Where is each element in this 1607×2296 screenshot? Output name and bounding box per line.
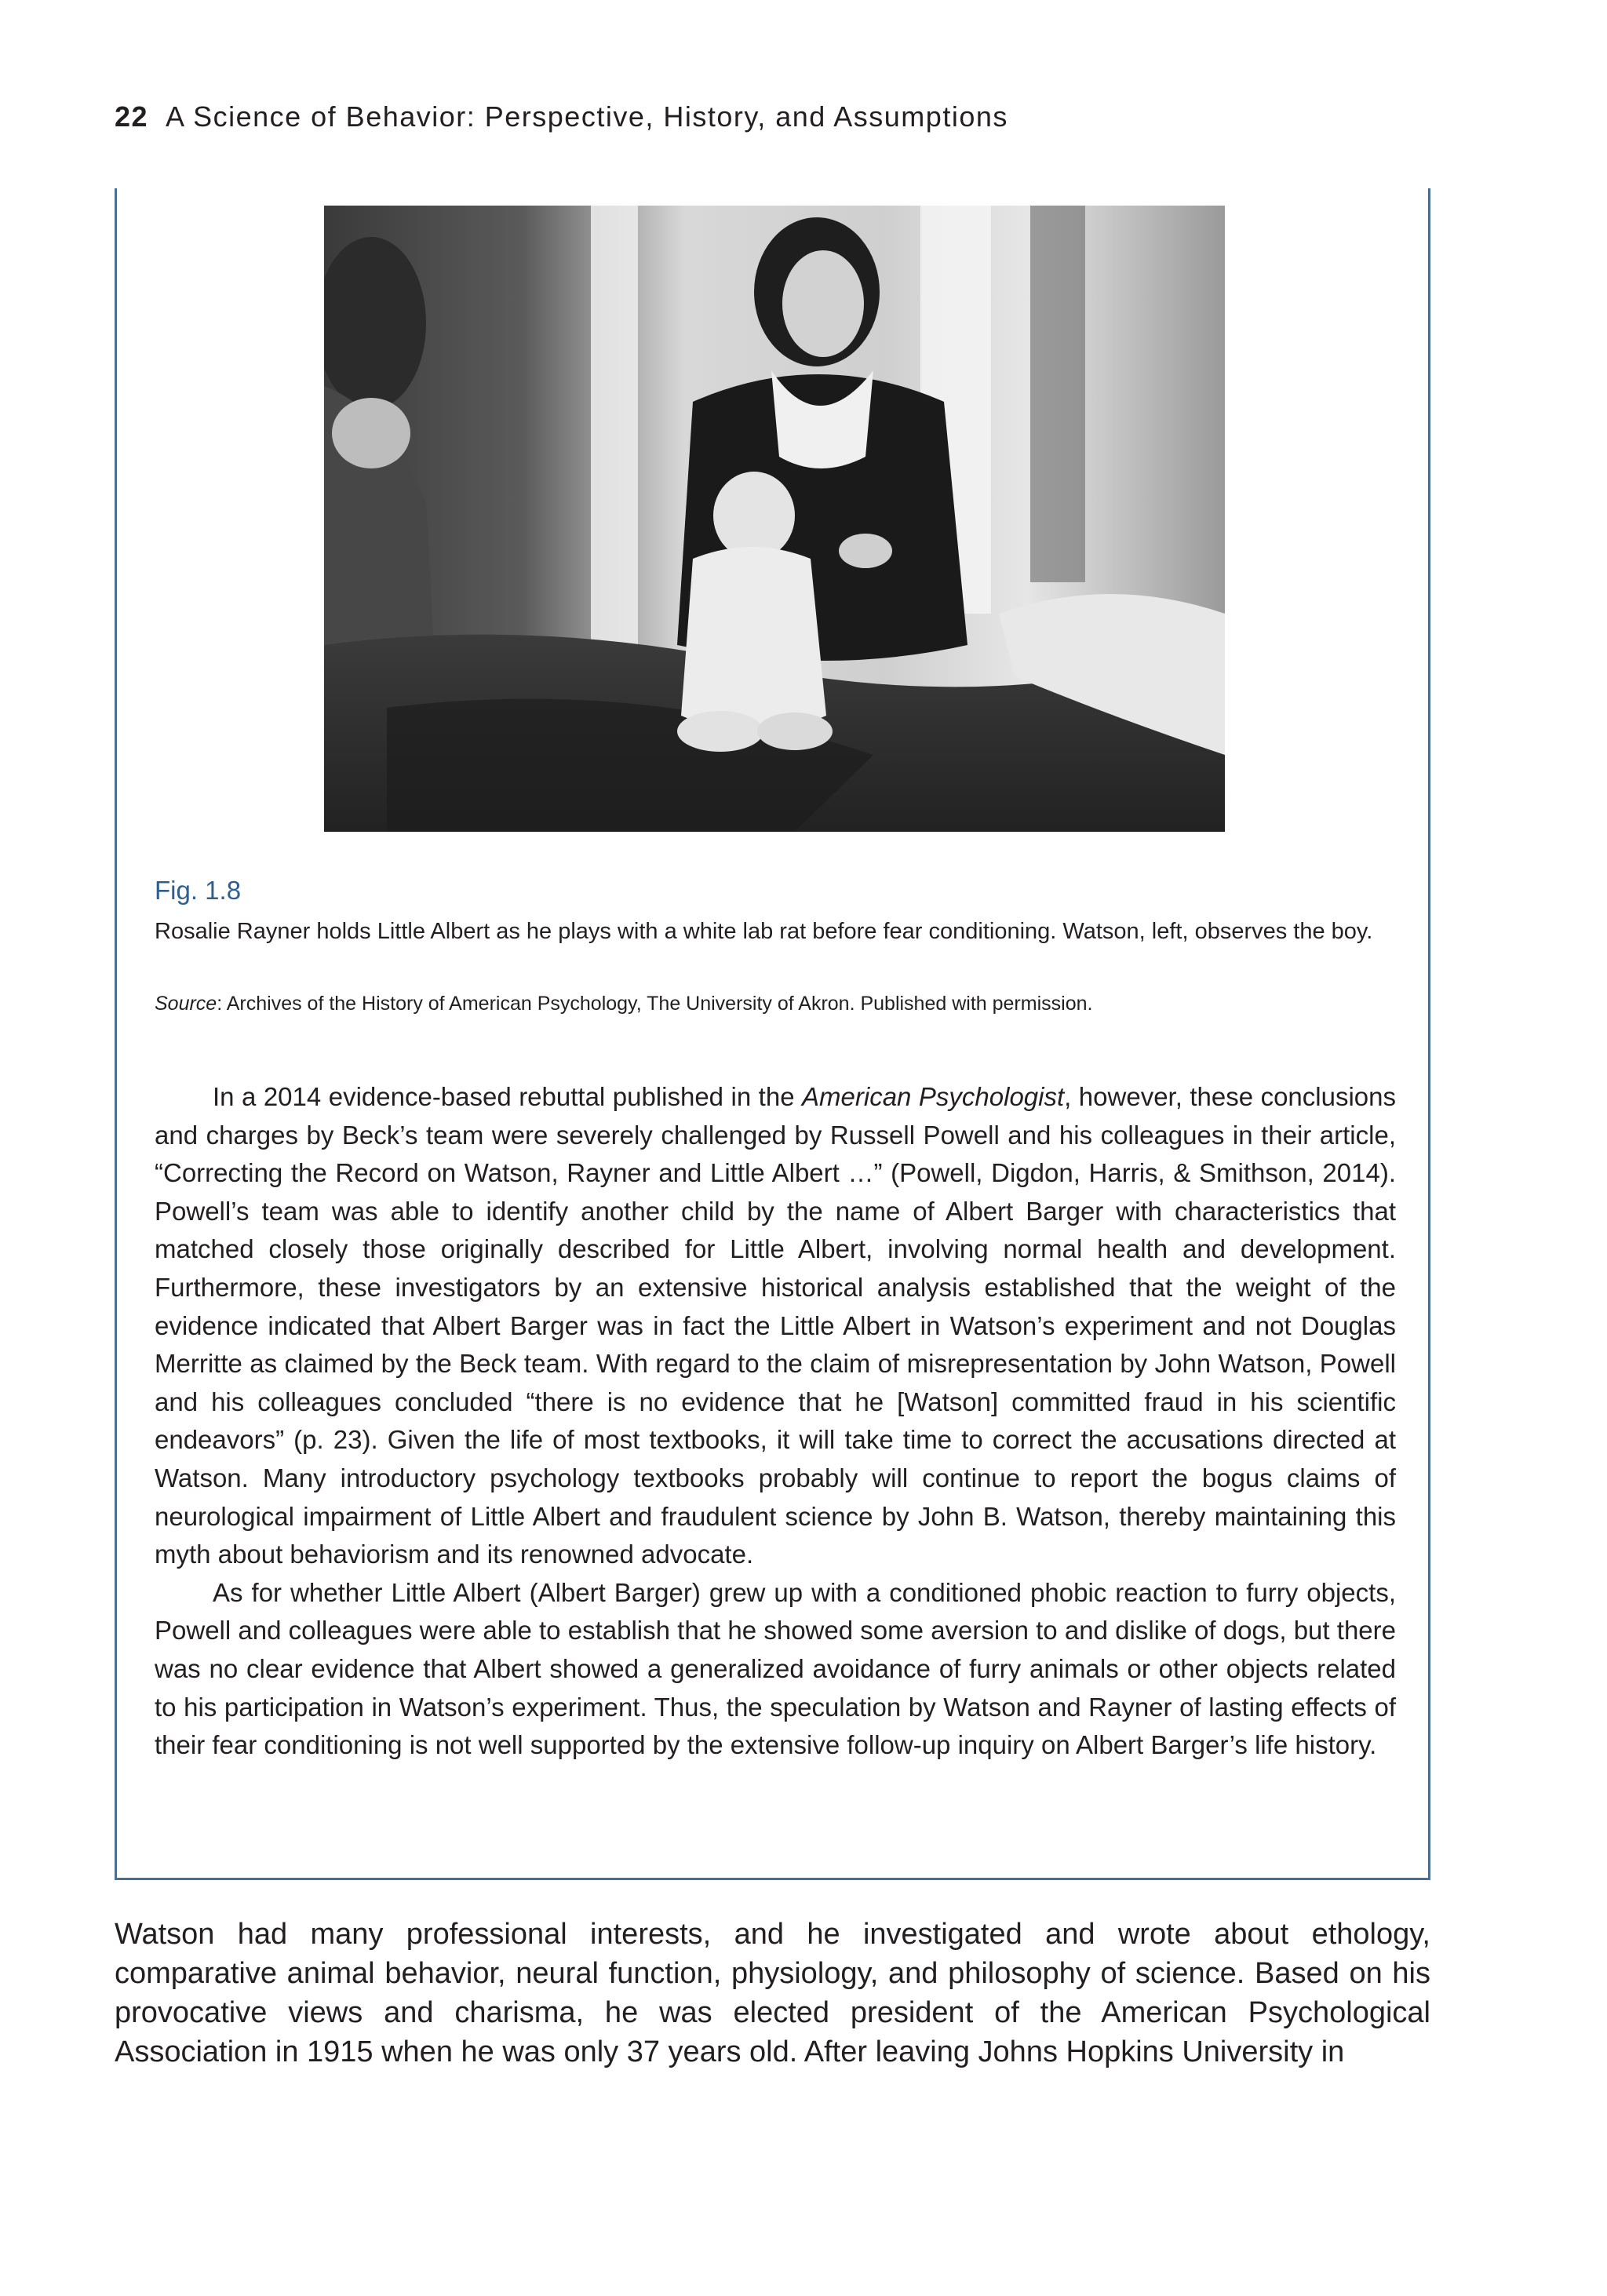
box-paragraph: As for whether Little Albert (Albert Barger) grew up with a conditioned phobic reaction to furry objects, Powell and colleagues were able to establish that he showed some aversion to and dislike of dogs, but there was no clear evidence that Albert showed a generalized avoidance of furry animals or other objects related to his participation in Watson’s experiment. Thus, the speculation by Watson and Rayner of lasting effects of their fear conditioning is not well supported by the extensive follow-up inquiry on Albert Barger’s life history. (155, 1577, 1396, 1760)
figure-caption: Rosalie Rayner holds Little Albert as he plays with a white lab rat before fear conditioning. Watson, left, observes the boy. (155, 919, 1373, 944)
source-label: Source (155, 993, 217, 1015)
boxed-section (115, 188, 1430, 1880)
running-title: A Science of Behavior: Perspective, History, and Assumptions (166, 100, 1008, 133)
historical-photo (324, 206, 1225, 832)
box-paragraph-text: , however, these conclusions and charges by Beck’s team were severely challenged by Russell Powell and his colleagues in their article, “Correcting the Record on Watson, Rayner and Little Albert …” (Powell, Digdon, Harris, & Smithson, 2014). Powell’s team was able to identify another child by the name of Albert Barger with characteristics that matched closely those originally described for Little Albert, involving normal health and development. Furthermore, these investigators by an extensive historical analysis established that the weight of the evidence indicated that Albert Barger was in fact the Little Albert in Watson’s experiment and not Douglas Merritte as claimed by the Beck team. With regard to the claim of misrepresentation by John Watson, Powell and his colleagues concluded “there is no evidence that he [Watson] committed fraud in his scientific endeavors” (p. 23). Given the life of most textbooks, it will take time to correct the accusations directed at Watson. Many introductory psychology textbooks probably will continue to report the bogus claims of neurological impairment of Little Albert and fraudulent science by John B. Watson, thereby maintaining this myth about behaviorism and its renowned advocate. (155, 1082, 1396, 1569)
source-text: : Archives of the History of American Psychology, The University of Akron. Published with permission. (217, 993, 1093, 1015)
running-head (115, 100, 1008, 133)
photo-illustration (324, 206, 1225, 832)
box-paragraph (155, 1078, 1396, 1574)
figure-source (155, 990, 1396, 1017)
box-paragraph-text: In a 2014 evidence-based rebuttal published in the (213, 1082, 803, 1111)
box-text (155, 1078, 1396, 1765)
body-paragraph: Watson had many professional interests, and he investigated and wrote about ethology, comparative animal behavior, neural function, physiology, and philosophy of science. Based on his provocative views and charisma, he was elected president of the American Psychological Association in 1915 when he was only 37 years old. After leaving Johns Hopkins University in (115, 1918, 1430, 2068)
page-number: 22 (115, 100, 149, 133)
body-text (115, 1915, 1430, 2072)
figure-number: Fig. 1.8 (155, 876, 242, 905)
journal-title: American Psychologist (802, 1082, 1065, 1111)
